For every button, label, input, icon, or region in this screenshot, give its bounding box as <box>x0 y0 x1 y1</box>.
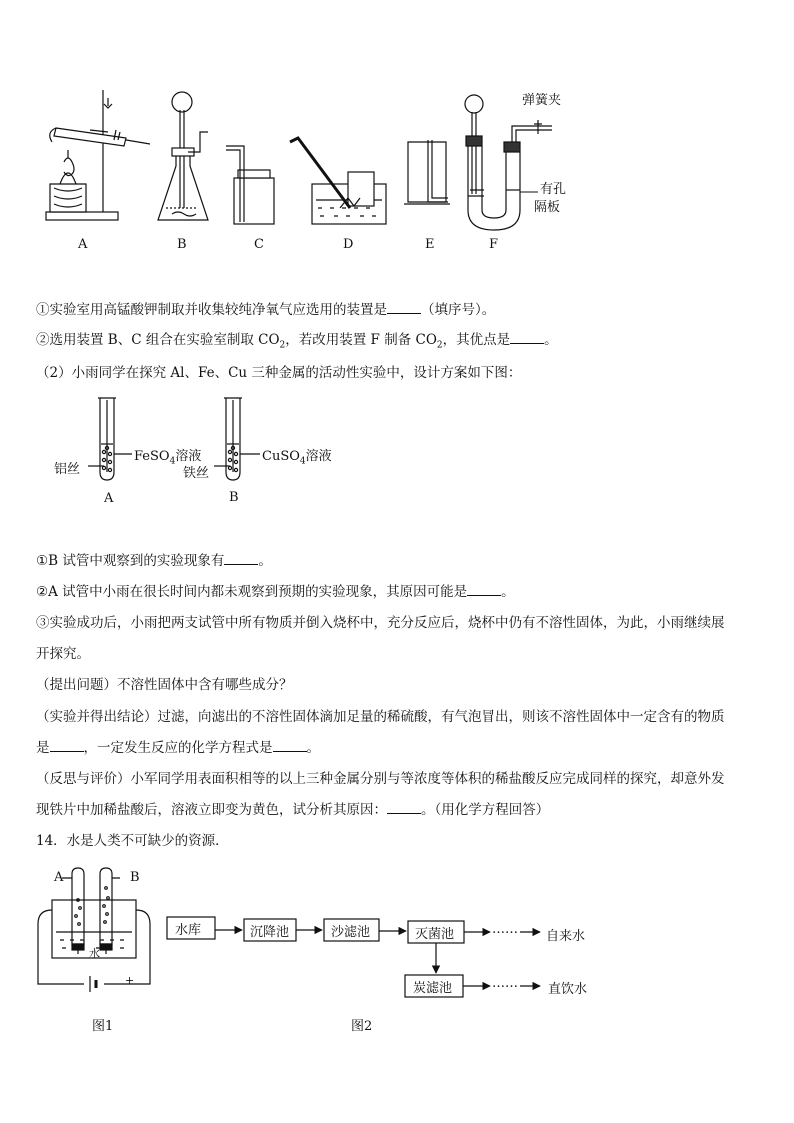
q2-item3-line2: 开探究。 <box>36 646 90 662</box>
q2-question: （提出问题）不溶性固体中含有哪些成分？ <box>36 677 293 693</box>
q2-item3-line1: ③实验成功后，小雨把两支试管中所有物质并倒入烧杯中，充分反应后，烧杯中仍有不溶性固体，为此，小雨继续展 <box>36 615 725 631</box>
flow-label-sterilize: 灭菌池 <box>415 927 455 942</box>
figure2-caption: 图2 <box>351 1019 373 1034</box>
tube-a-wire: 铝丝 <box>54 462 81 477</box>
q2-reflect-line2 <box>36 800 549 820</box>
figure1-caption: 图1 <box>92 1019 114 1034</box>
subscript: 4 <box>169 456 176 467</box>
q1-item1 <box>36 300 495 320</box>
apparatus-d <box>290 138 386 224</box>
q1-item2-end: 。 <box>544 332 558 348</box>
flow-label-reservoir: 水库 <box>175 923 202 938</box>
q2-intro: （2）小雨同学在探究 Al、Fe、Cu 三种金属的活动性实验中，设计方案如下图： <box>36 365 522 381</box>
flow-label-carbon: 炭滤池 <box>413 981 453 996</box>
solution-word: 溶液 <box>305 449 332 464</box>
q2-reflect-line1: （反思与评价）小军同学用表面积相等的以上三种金属分别与等浓度等体积的稀盐酸反应完成同样的探究，却意外发 <box>36 771 725 787</box>
test-tube-figure <box>0 390 794 500</box>
apparatus-letter-d: D <box>343 237 354 252</box>
q1-item2-after: ，其优点是 <box>442 332 511 348</box>
electrode-label-b: B <box>130 870 140 885</box>
apparatus-a <box>46 90 150 220</box>
answer-blank[interactable] <box>387 801 421 814</box>
apparatus-letter-e: E <box>425 237 435 252</box>
porous-plate-label-line2: 隔板 <box>534 200 561 215</box>
q1-item2 <box>36 330 558 356</box>
apparatus-letter-f: F <box>489 237 499 252</box>
flow-label-sand: 沙滤池 <box>331 925 371 940</box>
solution-formula: FeSO <box>134 449 170 464</box>
electrode-label-a: A <box>54 870 64 885</box>
apparatus-c <box>226 146 274 224</box>
tube-a-label: A <box>104 491 114 506</box>
apparatus-figure <box>0 80 794 260</box>
flow-dots-bottom: …… <box>492 976 518 991</box>
apparatus-letter-c: C <box>254 237 264 252</box>
answer-blank[interactable] <box>387 301 421 314</box>
output-tap-water: 自来水 <box>546 929 586 944</box>
solution-formula: CuSO <box>262 449 300 464</box>
reflect-text-b: 。（用化学方程回答） <box>421 802 550 818</box>
answer-blank[interactable] <box>510 331 544 344</box>
q1-item1-text: ①实验室用高锰酸钾制取并收集较纯净氧气应选用的装置是 <box>36 302 387 318</box>
flow-figure <box>0 900 794 1000</box>
apparatus-letter-a: A <box>78 237 88 252</box>
plus-terminal: + <box>125 974 135 987</box>
q2-item1-tail: 。 <box>258 553 272 569</box>
experiment-text-a: 是 <box>36 740 50 756</box>
solution-word: 溶液 <box>175 449 202 464</box>
tube-b-solution <box>262 445 332 467</box>
q2-item1 <box>36 551 272 571</box>
experiment-text-b: ，一定发生反应的化学方程式是 <box>83 740 273 756</box>
tube-b-label: B <box>229 490 239 505</box>
q2-experiment-line1: （实验并得出结论）过滤，向滤出的不溶性固体滴加足量的稀硫酸，有气泡冒出，则该不溶性固体中一定含有的物质 <box>36 709 725 725</box>
q14-title: 14．水是人类不可缺少的资源． <box>36 833 229 849</box>
q1-item2-text: ②选用装置 B、C 组合在实验室制取 CO <box>36 332 280 348</box>
reflect-text-a: 现铁片中加稀盐酸后，溶液立即变为黄色，试分析其原因： <box>36 802 387 818</box>
experiment-text-c: 。 <box>306 740 320 756</box>
porous-plate-label-line1: 有孔 <box>540 182 567 197</box>
apparatus-b <box>158 92 208 220</box>
q1-item2-mid: ，若改用装置 F 制备 CO <box>285 332 437 348</box>
minus-terminal: － <box>70 978 81 991</box>
tube-b-wire: 铁丝 <box>183 466 210 481</box>
flow-dots-top: …… <box>492 922 518 937</box>
apparatus-e <box>404 140 450 204</box>
answer-blank[interactable] <box>273 739 307 752</box>
subscript: 2 <box>436 340 443 351</box>
q2-experiment-line2 <box>36 738 320 758</box>
subscript: 4 <box>299 456 306 467</box>
q2-item2-text: ②A 试管中小雨在很长时间内都未观察到预期的实验现象，其原因可能是 <box>36 584 468 600</box>
answer-blank[interactable] <box>224 552 258 565</box>
q2-item2 <box>36 582 515 602</box>
q2-item2-tail: 。 <box>501 584 515 600</box>
subscript: 2 <box>279 340 286 351</box>
spring-clip-label: 弹簧夹 <box>522 93 562 108</box>
apparatus-letter-b: B <box>177 237 187 252</box>
output-direct-water: 直饮水 <box>548 982 588 997</box>
answer-blank[interactable] <box>50 739 84 752</box>
answer-blank[interactable] <box>467 583 501 596</box>
flow-label-settling: 沉降池 <box>250 925 290 940</box>
q1-item1-tail: （填序号）。 <box>421 302 496 318</box>
water-label: 水 <box>89 947 100 960</box>
q2-item1-text: ①B 试管中观察到的实验现象有 <box>36 553 225 569</box>
